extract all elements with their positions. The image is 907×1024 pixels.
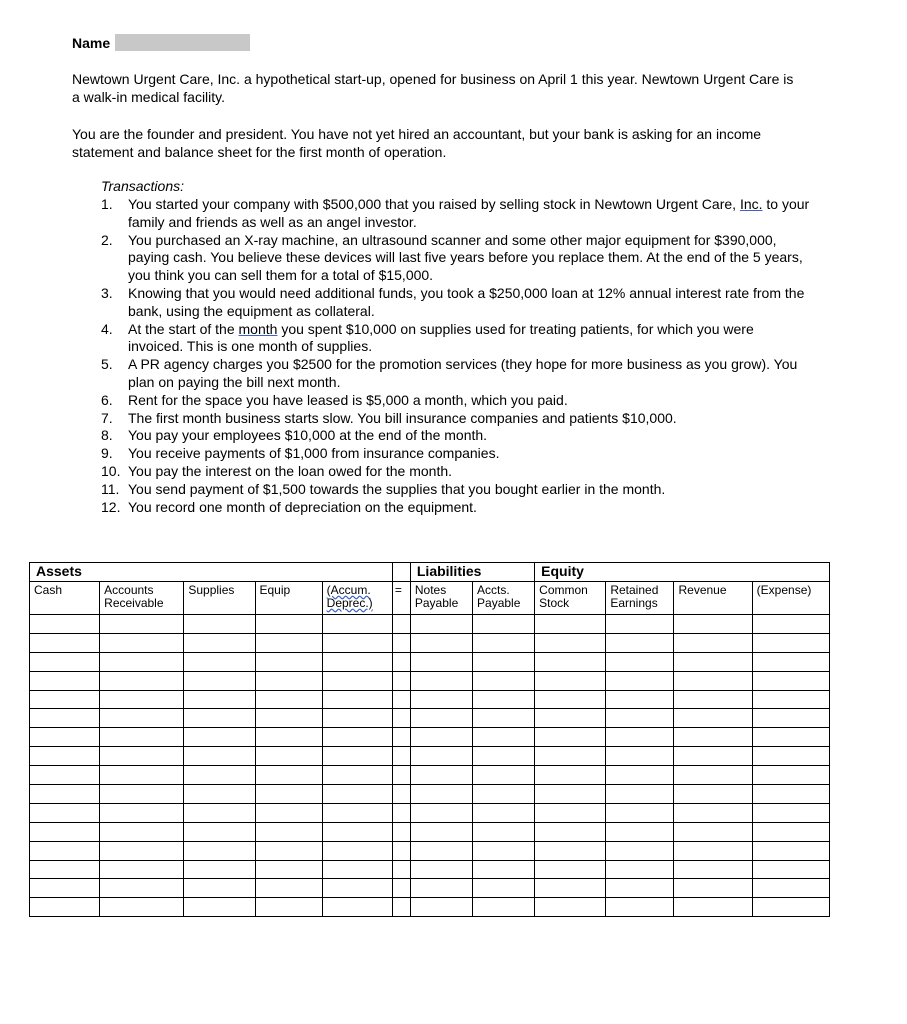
ledger-cell[interactable] <box>392 898 410 917</box>
ledger-cell[interactable] <box>255 879 322 898</box>
ledger-cell[interactable] <box>752 898 829 917</box>
ledger-cell[interactable] <box>752 652 829 671</box>
ledger-cell[interactable] <box>392 671 410 690</box>
ledger-cell[interactable] <box>184 898 255 917</box>
transaction-text: You record one month of depreciation on the equipment. <box>128 498 477 515</box>
ledger-cell[interactable] <box>322 671 392 690</box>
ledger-cell[interactable] <box>752 860 829 879</box>
equals-spacer <box>392 563 410 582</box>
ledger-cell[interactable] <box>100 785 184 804</box>
ledger-cell[interactable] <box>255 615 322 634</box>
ledger-cell[interactable] <box>100 709 184 728</box>
ledger-cell[interactable] <box>752 841 829 860</box>
transaction-item <box>101 285 811 321</box>
ledger-cell[interactable] <box>606 728 674 747</box>
col-notes-line2: Payable <box>414 596 459 610</box>
transaction-item <box>101 410 811 428</box>
intro-paragraph-1: Newtown Urgent Care, Inc. a hypothetical start-up, opened for business on April 1 this year. Newtown Urgent Care is a walk-in medical facility. <box>72 71 794 105</box>
transaction-text <box>128 321 811 357</box>
transaction-number: 6. <box>101 391 113 408</box>
ledger-cell[interactable] <box>410 671 472 690</box>
ledger-cell[interactable] <box>674 652 752 671</box>
ledger-cell[interactable] <box>392 785 410 804</box>
transaction-text-part: to your family and friends as well as an angel investor. <box>128 196 810 230</box>
ledger-cell[interactable] <box>100 898 184 917</box>
ledger-cell[interactable] <box>392 766 410 785</box>
ledger-cell[interactable] <box>255 822 322 841</box>
name-row <box>72 34 250 51</box>
transaction-text: A PR agency charges you $2500 for the promotion services (they hope for more business as you grow). You plan on paying the bill next month. <box>128 356 798 390</box>
ledger-cell[interactable] <box>606 747 674 766</box>
col-notes-line1: Notes <box>414 583 447 597</box>
ledger-cell[interactable] <box>606 709 674 728</box>
ledger-cell[interactable] <box>184 803 255 822</box>
col-accum-line2: Deprec.) <box>326 596 373 610</box>
ledger-cell[interactable] <box>100 615 184 634</box>
transaction-text: The first month business starts slow. You bill insurance companies and patients $10,000. <box>128 409 677 426</box>
ledger-cell[interactable] <box>535 690 606 709</box>
ledger-cell[interactable] <box>392 709 410 728</box>
ledger-cell[interactable] <box>100 652 184 671</box>
ledger-cell[interactable] <box>606 652 674 671</box>
transaction-text-marked: Inc. <box>739 196 763 212</box>
transaction-item <box>101 232 811 285</box>
ledger-cell[interactable] <box>30 709 100 728</box>
ledger-cell[interactable] <box>752 803 829 822</box>
ledger-cell[interactable] <box>410 709 472 728</box>
ledger-cell[interactable] <box>606 879 674 898</box>
transaction-number: 2. <box>101 231 113 248</box>
col-accum-deprec <box>322 582 392 615</box>
transaction-text-part: At the start of the <box>128 320 239 337</box>
ledger-cell[interactable] <box>255 652 322 671</box>
ledger-cell[interactable] <box>410 747 472 766</box>
transaction-item <box>101 481 811 499</box>
ledger-row <box>30 728 830 747</box>
ledger-cell[interactable] <box>606 766 674 785</box>
ledger-cell[interactable] <box>392 615 410 634</box>
ledger-cell[interactable] <box>100 690 184 709</box>
ledger-cell[interactable] <box>752 728 829 747</box>
ledger-cell[interactable] <box>606 633 674 652</box>
ledger-cell[interactable] <box>674 633 752 652</box>
ledger-table <box>29 562 830 917</box>
ledger-cell[interactable] <box>674 879 752 898</box>
col-common-line2: Stock <box>539 596 570 610</box>
ledger-cell[interactable] <box>255 860 322 879</box>
ledger-cell[interactable] <box>392 728 410 747</box>
ledger-cell[interactable] <box>30 690 100 709</box>
ledger-cell[interactable] <box>674 690 752 709</box>
transaction-text: You purchased an X-ray machine, an ultrasound scanner and some other major equipment for $390,000, paying cash. You believe these devices will last five years before you replace them. At the end of the 5 years, you think you can sell them for a total of $15,000. <box>128 231 803 284</box>
ledger-cell[interactable] <box>473 747 535 766</box>
ledger-cell[interactable] <box>473 709 535 728</box>
ledger-cell[interactable] <box>255 747 322 766</box>
ledger-cell[interactable] <box>322 690 392 709</box>
liabilities-header: Liabilities <box>410 563 534 582</box>
ledger-cell[interactable] <box>674 803 752 822</box>
ledger-cell[interactable] <box>535 709 606 728</box>
ledger-cell[interactable] <box>606 841 674 860</box>
ledger-row <box>30 803 830 822</box>
ledger-cell[interactable] <box>606 785 674 804</box>
transaction-item <box>101 499 811 517</box>
col-common-stock <box>535 582 606 615</box>
ledger-row <box>30 652 830 671</box>
ledger-row <box>30 785 830 804</box>
ledger-cell[interactable] <box>30 671 100 690</box>
ledger-cell[interactable] <box>255 709 322 728</box>
ledger-cell[interactable] <box>410 860 472 879</box>
ledger-cell[interactable] <box>752 785 829 804</box>
ledger-cell[interactable] <box>322 822 392 841</box>
ledger-cell[interactable] <box>392 652 410 671</box>
ledger-cell[interactable] <box>535 747 606 766</box>
ledger-row <box>30 898 830 917</box>
transaction-number: 1. <box>101 196 113 212</box>
ledger-cell[interactable] <box>30 728 100 747</box>
ledger-row <box>30 766 830 785</box>
ledger-cell[interactable] <box>255 766 322 785</box>
ledger-row <box>30 879 830 898</box>
ledger-cell[interactable] <box>322 615 392 634</box>
transaction-text <box>128 196 811 232</box>
ledger-cell[interactable] <box>392 633 410 652</box>
transaction-number: 9. <box>101 445 113 462</box>
ledger-cell[interactable] <box>184 747 255 766</box>
ledger-cell[interactable] <box>535 879 606 898</box>
ledger-cell[interactable] <box>473 803 535 822</box>
ledger-cell[interactable] <box>473 690 535 709</box>
ledger-cell[interactable] <box>535 633 606 652</box>
ledger-cell[interactable] <box>100 879 184 898</box>
ledger-cell[interactable] <box>473 841 535 860</box>
ledger-cell[interactable] <box>752 747 829 766</box>
ledger-cell[interactable] <box>535 785 606 804</box>
ledger-cell[interactable] <box>410 785 472 804</box>
ledger-cell[interactable] <box>100 803 184 822</box>
ledger-cell[interactable] <box>752 709 829 728</box>
col-accum-line1: (Accum. <box>326 583 371 597</box>
ledger-cell[interactable] <box>255 633 322 652</box>
transaction-item <box>101 356 811 392</box>
ledger-cell[interactable] <box>30 633 100 652</box>
ledger-cell[interactable] <box>674 671 752 690</box>
ledger-cell[interactable] <box>255 898 322 917</box>
ledger-cell[interactable] <box>674 766 752 785</box>
ledger-cell[interactable] <box>535 803 606 822</box>
ledger-cell[interactable] <box>322 879 392 898</box>
transaction-text: You pay your employees $10,000 at the end of the month. <box>128 427 488 444</box>
ledger-cell[interactable] <box>535 822 606 841</box>
ledger-cell[interactable] <box>392 860 410 879</box>
ledger-cell[interactable] <box>100 728 184 747</box>
ledger-cell[interactable] <box>473 879 535 898</box>
ledger-cell[interactable] <box>184 652 255 671</box>
ledger-cell[interactable] <box>322 652 392 671</box>
ledger-cell[interactable] <box>100 860 184 879</box>
ledger-cell[interactable] <box>535 728 606 747</box>
col-common-line1: Common <box>539 583 588 597</box>
ledger-row <box>30 841 830 860</box>
transaction-text: Knowing that you would need additional funds, you took a $250,000 loan at 12% annual interest rate from the bank, using the equipment as collateral. <box>128 284 805 319</box>
ledger-cell[interactable] <box>30 860 100 879</box>
ledger-cell[interactable] <box>30 898 100 917</box>
ledger-cell[interactable] <box>606 615 674 634</box>
col-ar-line2: Receivable <box>104 596 164 610</box>
col-retained-earnings <box>606 582 674 615</box>
ledger-cell[interactable] <box>322 633 392 652</box>
ledger-row <box>30 860 830 879</box>
transaction-item <box>101 392 811 410</box>
ledger-cell[interactable] <box>473 652 535 671</box>
ledger-cell[interactable] <box>752 690 829 709</box>
transaction-number: 7. <box>101 409 113 426</box>
transaction-item <box>101 463 811 481</box>
ledger-cell[interactable] <box>392 747 410 766</box>
transaction-text: You pay the interest on the loan owed for the month. <box>128 462 453 479</box>
ledger-cell[interactable] <box>100 766 184 785</box>
ledger-cell[interactable] <box>674 709 752 728</box>
ledger-cell[interactable] <box>674 860 752 879</box>
ledger-cell[interactable] <box>535 841 606 860</box>
ledger-cell[interactable] <box>473 671 535 690</box>
ledger-cell[interactable] <box>410 822 472 841</box>
ledger-row <box>30 615 830 634</box>
ledger-cell[interactable] <box>674 747 752 766</box>
ledger-cell[interactable] <box>674 728 752 747</box>
col-equip: Equip <box>255 582 322 615</box>
ledger-cell[interactable] <box>392 879 410 898</box>
ledger-row <box>30 633 830 652</box>
ledger-cell[interactable] <box>410 841 472 860</box>
ledger-body <box>30 615 830 917</box>
ledger-cell[interactable] <box>322 728 392 747</box>
transaction-text-marked: month <box>238 320 278 337</box>
transaction-number: 5. <box>101 356 113 373</box>
ledger-cell[interactable] <box>606 822 674 841</box>
ledger-cell[interactable] <box>752 633 829 652</box>
ledger-cell[interactable] <box>30 785 100 804</box>
ledger-cell[interactable] <box>322 766 392 785</box>
ledger-cell[interactable] <box>752 671 829 690</box>
transaction-item <box>101 321 811 357</box>
ledger-cell[interactable] <box>410 633 472 652</box>
ledger-cell[interactable] <box>392 841 410 860</box>
col-expense: (Expense) <box>752 582 829 615</box>
ledger-cell[interactable] <box>473 822 535 841</box>
equity-header: Equity <box>535 563 830 582</box>
ledger-row <box>30 709 830 728</box>
ledger-cell[interactable] <box>606 690 674 709</box>
ledger-cell[interactable] <box>752 615 829 634</box>
ledger-cell[interactable] <box>392 822 410 841</box>
ledger-cell[interactable] <box>322 785 392 804</box>
ledger-cell[interactable] <box>473 898 535 917</box>
col-accts-line1: Accts. <box>477 583 510 597</box>
ledger-cell[interactable] <box>674 841 752 860</box>
transaction-number: 8. <box>101 427 113 444</box>
ledger-cell[interactable] <box>535 615 606 634</box>
ledger-cell[interactable] <box>100 822 184 841</box>
ledger-cell[interactable] <box>30 803 100 822</box>
transaction-text: Rent for the space you have leased is $5,000 a month, which you paid. <box>128 391 568 408</box>
ledger-cell[interactable] <box>473 860 535 879</box>
ledger-cell[interactable] <box>535 652 606 671</box>
transaction-number: 12. <box>101 498 121 515</box>
col-supplies: Supplies <box>184 582 255 615</box>
ledger-cell[interactable] <box>674 822 752 841</box>
ledger-cell[interactable] <box>606 860 674 879</box>
ledger-cell[interactable] <box>606 803 674 822</box>
transaction-text-part: You started your company with $500,000 that you raised by selling stock in Newtown Urgent Care, <box>128 196 740 212</box>
transaction-item <box>101 196 811 232</box>
ledger-cell[interactable] <box>392 803 410 822</box>
ledger-cell[interactable] <box>184 709 255 728</box>
ledger-cell[interactable] <box>30 652 100 671</box>
ledger-row <box>30 690 830 709</box>
ledger-cell[interactable] <box>30 822 100 841</box>
ledger-row <box>30 747 830 766</box>
ledger-cell[interactable] <box>30 841 100 860</box>
transaction-text: You receive payments of $1,000 from insurance companies. <box>128 445 500 462</box>
ledger-cell[interactable] <box>100 841 184 860</box>
ledger-cell[interactable] <box>30 747 100 766</box>
ledger-cell[interactable] <box>410 690 472 709</box>
ledger-cell[interactable] <box>100 671 184 690</box>
ledger-cell[interactable] <box>410 803 472 822</box>
ledger-cell[interactable] <box>322 841 392 860</box>
ledger-cell[interactable] <box>30 879 100 898</box>
transaction-number: 4. <box>101 320 113 337</box>
ledger-cell[interactable] <box>535 898 606 917</box>
ledger-cell[interactable] <box>674 898 752 917</box>
ledger-cell[interactable] <box>410 652 472 671</box>
ledger-cell[interactable] <box>184 671 255 690</box>
ledger-cell[interactable] <box>30 766 100 785</box>
intro-paragraph-2: You are the founder and president. You have not yet hired an accountant, but your bank is asking for an income statement and balance sheet for the first month of operation. <box>72 126 762 160</box>
ledger-cell[interactable] <box>410 615 472 634</box>
col-cash: Cash <box>30 582 100 615</box>
col-accts-line2: Payable <box>477 596 521 610</box>
col-accounts-receivable <box>100 582 184 615</box>
ledger-cell[interactable] <box>255 671 322 690</box>
ledger-cell[interactable] <box>535 860 606 879</box>
ledger-row <box>30 671 830 690</box>
ledger-cell[interactable] <box>184 633 255 652</box>
transaction-text-part: you spent $10,000 on supplies used for treating patients, for which you were invoiced. This is one month of supplies. <box>128 320 754 355</box>
col-notes-payable <box>410 582 472 615</box>
ledger-cell[interactable] <box>535 671 606 690</box>
ledger-cell[interactable] <box>255 841 322 860</box>
ledger-cell[interactable] <box>410 898 472 917</box>
name-field[interactable] <box>115 34 250 51</box>
transaction-number: 11. <box>101 480 120 497</box>
ledger-cell[interactable] <box>752 822 829 841</box>
equals-sign: = <box>392 582 410 615</box>
ledger-cell[interactable] <box>752 766 829 785</box>
ledger-cell[interactable] <box>410 728 472 747</box>
ledger-cell[interactable] <box>535 766 606 785</box>
ledger-cell[interactable] <box>100 633 184 652</box>
ledger-cell[interactable] <box>752 879 829 898</box>
ledger-cell[interactable] <box>473 785 535 804</box>
transactions-list <box>101 196 811 516</box>
ledger-cell[interactable] <box>184 615 255 634</box>
ledger-cell[interactable] <box>322 709 392 728</box>
ledger-cell[interactable] <box>322 803 392 822</box>
ledger-cell[interactable] <box>410 879 472 898</box>
assets-header: Assets <box>30 563 393 582</box>
ledger-cell[interactable] <box>184 822 255 841</box>
transaction-number: 3. <box>101 284 113 301</box>
transaction-item <box>101 445 811 463</box>
ledger-cell[interactable] <box>100 747 184 766</box>
ledger-cell[interactable] <box>255 785 322 804</box>
ledger-cell[interactable] <box>473 766 535 785</box>
ledger-cell[interactable] <box>184 879 255 898</box>
ledger-cell[interactable] <box>392 690 410 709</box>
ledger-cell[interactable] <box>184 841 255 860</box>
transaction-item <box>101 427 811 445</box>
ledger-row <box>30 822 830 841</box>
transaction-number: 10. <box>101 462 121 479</box>
ledger-cell[interactable] <box>184 728 255 747</box>
ledger-cell[interactable] <box>322 860 392 879</box>
ledger-cell[interactable] <box>184 766 255 785</box>
ledger-cell[interactable] <box>322 898 392 917</box>
col-ar-line1: Accounts <box>104 583 154 597</box>
ledger-cell[interactable] <box>674 615 752 634</box>
col-accts-payable <box>473 582 535 615</box>
transactions-title: Transactions: <box>101 178 184 194</box>
ledger-cell[interactable] <box>255 690 322 709</box>
ledger-cell[interactable] <box>184 785 255 804</box>
ledger-cell[interactable] <box>255 803 322 822</box>
transaction-text: You send payment of $1,500 towards the supplies that you bought earlier in the month. <box>128 480 666 497</box>
ledger-cell[interactable] <box>184 690 255 709</box>
ledger-cell[interactable] <box>322 747 392 766</box>
col-revenue: Revenue <box>674 582 752 615</box>
ledger-cell[interactable] <box>255 728 322 747</box>
ledger-cell[interactable] <box>473 615 535 634</box>
ledger-cell[interactable] <box>606 671 674 690</box>
ledger-cell[interactable] <box>30 615 100 634</box>
col-retained-line1: Retained <box>610 583 659 597</box>
name-label: Name <box>72 34 111 51</box>
ledger-cell[interactable] <box>184 860 255 879</box>
ledger-cell[interactable] <box>473 728 535 747</box>
ledger-cell[interactable] <box>674 785 752 804</box>
col-retained-line2: Earnings <box>610 596 658 610</box>
ledger-cell[interactable] <box>606 898 674 917</box>
ledger-cell[interactable] <box>410 766 472 785</box>
ledger-cell[interactable] <box>473 633 535 652</box>
